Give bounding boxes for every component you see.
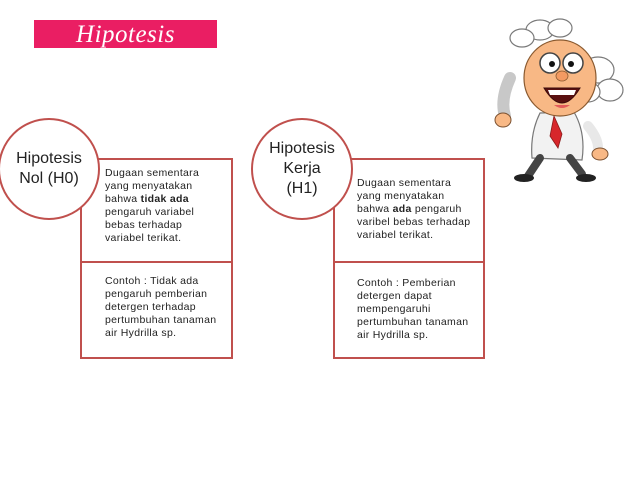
h1-circle-label: Hipotesis Kerja (H1) — [269, 140, 335, 197]
h1-keyword: ada — [392, 203, 412, 215]
slide-title: Hipotesis — [76, 21, 175, 48]
h0-divider — [82, 261, 231, 263]
h1-panel — [333, 158, 485, 359]
h0-example: Contoh : Tidak ada pengaruh pemberian detergen terhadap pertumbuhan tanaman air Hydrilla sp. — [105, 275, 217, 339]
h0-circle-label: Hipotesis Nol (H0) — [16, 150, 82, 187]
h0-keyword: tidak ada — [140, 193, 189, 205]
h1-circle — [251, 118, 353, 220]
h1-definition: Dugaan sementara yang menyatakan bahwa ada pengaruh varibel bebas terhadap variabel terikat. — [357, 177, 471, 241]
h0-definition: Dugaan sementara yang menyatakan bahwa tidak ada pengaruh variabel bebas terhadap variabel terikat. — [105, 167, 200, 244]
h0-panel — [80, 158, 233, 359]
stock-watermark — [626, 30, 634, 180]
title-banner — [34, 20, 217, 48]
h0-circle — [0, 118, 100, 220]
h1-example: Contoh : Pemberian detergen dapat mempengaruhi pertumbuhan tanaman air Hydrilla sp. — [357, 277, 469, 341]
h1-divider — [335, 261, 483, 263]
scientist-cartoon-image — [470, 8, 630, 183]
